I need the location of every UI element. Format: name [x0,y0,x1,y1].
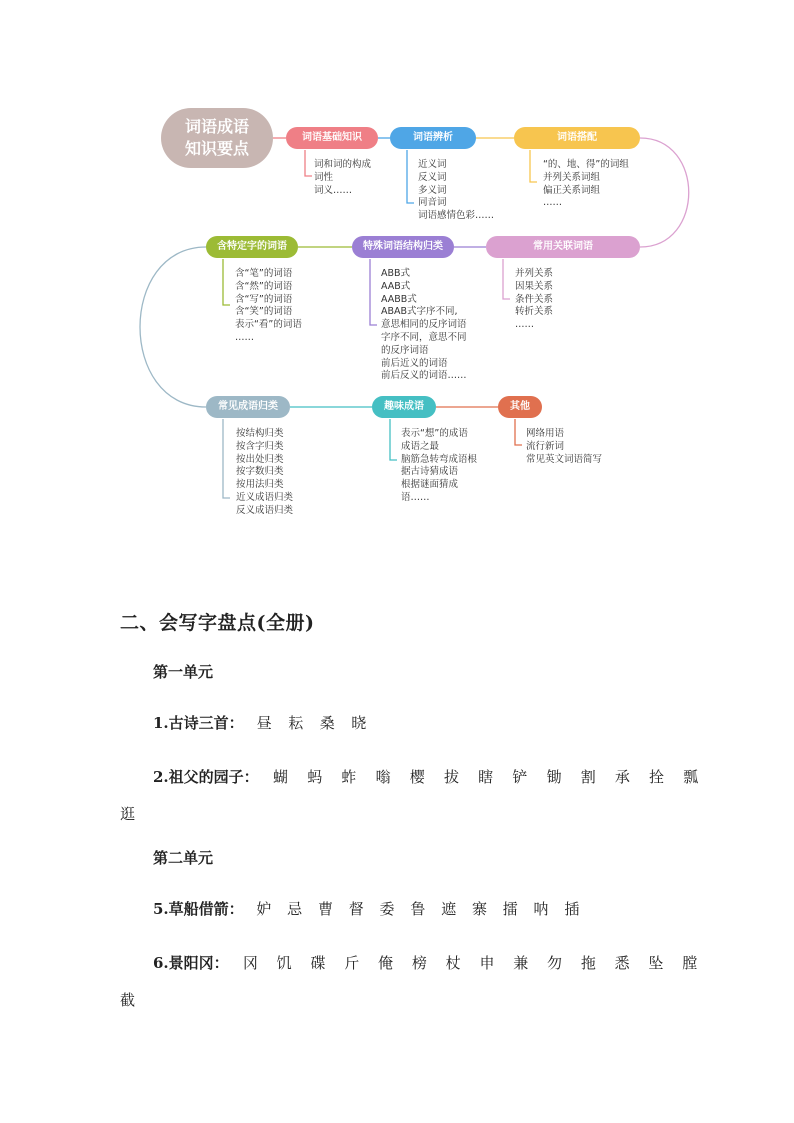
node-items-collocation [543,159,629,210]
list-item: 字序不同，意思不同 [381,331,467,343]
mind-map [0,0,794,560]
character-item: 斤 [344,954,360,972]
list-item: 反义成语归类 [236,504,294,516]
character-item: 俺 [378,954,394,972]
character-item: 榜 [411,954,427,972]
character-item: 督 [348,900,364,918]
character-item: 鲁 [410,900,426,918]
list-item: “的、地、得”的词组 [543,159,629,170]
node-items-idiom-classes [236,428,293,518]
lesson-chars [263,768,707,786]
list-item: ABB式 [381,268,411,279]
list-item: 脑筋急转弯成语根 [401,453,478,465]
character-item: 承 [614,768,630,786]
list-item: 反义词 [418,171,447,183]
node-special-structure: 特殊词语结构归类 [352,236,454,258]
character-item: 插 [564,900,580,918]
character-item: 擂 [502,900,518,918]
list-item: 表示“想”的成语 [401,428,468,439]
list-item: 按字数归类 [236,466,284,478]
character-item: 碟 [310,954,326,972]
lesson-number: 5. [153,900,169,918]
list-item: 按出处归类 [236,453,284,465]
list-item: 成语之最 [401,440,440,452]
lesson-number: 2. [153,768,169,786]
node-specific-character: 含特定字的词语 [206,236,298,258]
character-item: 蚱 [341,768,357,786]
node-items-word-analysis [418,159,494,223]
list-item: 意思相同的反序词语 [381,319,467,331]
list-item: 按用法归类 [236,479,284,491]
list-item: 表示“看”的词语 [235,319,302,331]
character-item: 耘 [288,714,304,732]
character-item: 杖 [445,954,461,972]
list-item: 并列关系词组 [543,171,601,183]
lesson-number: 6. [153,954,169,972]
character-item: 昼 [256,714,272,732]
lesson-wrap-char: 截 [120,991,136,1009]
character-item: 拔 [443,768,459,786]
character-item: 瓢 [683,768,699,786]
list-item: 含“笔”的词语 [235,268,293,279]
list-item: 词义…… [314,184,353,196]
lesson-title: 古诗三首： [168,714,244,732]
node-items-fun-idioms [401,428,477,505]
character-item: 冈 [242,954,258,972]
node-items-basic-knowledge [314,159,371,197]
list-item: ABAB式字序不同, [381,306,458,318]
list-item: …… [235,331,254,343]
character-item: 晓 [351,714,367,732]
character-item: 割 [580,768,596,786]
list-item: 近义成语归类 [236,491,294,503]
character-item: 坠 [648,954,664,972]
character-item: 锄 [546,768,562,786]
list-item: 语…… [401,491,430,503]
node-items-conjunctions [515,268,553,332]
list-item: 的反序词语 [381,344,429,356]
lesson-chars [248,900,587,918]
list-item: 流行新词 [526,440,565,452]
lesson-line [153,898,698,919]
character-item: 铲 [512,768,528,786]
lesson-title: 草船借箭： [168,900,244,918]
character-item: 妒 [256,900,272,918]
node-fun-idioms: 趣味成语 [372,396,436,418]
character-item: 曹 [317,900,333,918]
list-item: 含“写”的词语 [235,293,293,305]
list-item: 词性 [314,171,334,183]
node-collocation: 词语搭配 [514,127,640,149]
character-item: 忌 [287,900,303,918]
node-conjunctions: 常用关联词语 [486,236,640,258]
character-item: 蝴 [273,768,289,786]
list-item: …… [515,319,534,331]
list-item: 因果关系 [515,280,554,292]
center-line-1: 词语成语 [184,117,249,136]
character-item: 桑 [319,714,335,732]
list-item: 常见英文词语简写 [526,453,603,465]
node-idiom-classes: 常见成语归类 [206,396,290,418]
lesson-title: 景阳冈： [168,954,229,972]
lesson-line [153,952,698,973]
lesson-line [153,712,698,733]
node-word-analysis: 词语辨析 [390,127,476,149]
list-item: 网络用语 [526,428,565,439]
list-item: AAB式 [381,280,411,292]
character-item: 呐 [533,900,549,918]
list-item: 多义词 [418,184,447,196]
character-item: 瞎 [478,768,494,786]
lesson-title: 祖父的园子： [168,768,259,786]
character-item: 委 [379,900,395,918]
list-item: 并列关系 [515,268,554,279]
list-item: 据古诗猜成语 [401,466,459,478]
character-item: 拴 [649,768,665,786]
list-item: 词和词的构成 [314,159,372,170]
list-item: …… [543,197,562,209]
list-item: 词语感情色彩…… [418,210,495,222]
lesson-number: 1. [153,714,169,732]
character-item: 寨 [471,900,487,918]
lesson-chars [248,714,374,732]
list-item: 按含字归类 [236,440,284,452]
node-others: 其他 [498,396,542,418]
unit-title-2: 第二单元 [153,849,214,867]
node-items-special-structure [381,268,467,383]
center-line-2: 知识要点 [184,139,249,158]
node-basic-knowledge: 词语基础知识 [286,127,378,149]
character-item: 樱 [409,768,425,786]
list-item: 偏正关系词组 [543,184,601,196]
character-item: 嗡 [375,768,391,786]
list-item: 含“然”的词语 [235,280,293,292]
list-item: AABB式 [381,293,417,305]
list-item: 前后近义的词语 [381,357,448,369]
character-item: 勿 [547,954,563,972]
list-item: 根据谜面猜成 [401,479,459,491]
lesson-line [153,766,698,787]
character-item: 蚂 [307,768,323,786]
character-item: 悉 [614,954,630,972]
list-item: 条件关系 [515,293,554,305]
lesson-wrap-char: 逛 [120,805,136,823]
list-item: 同音词 [418,197,447,209]
character-item: 兼 [513,954,529,972]
list-item: 前后反义的词语…… [381,370,467,382]
node-items-specific-character [235,268,302,345]
list-item: 含“笑”的词语 [235,306,293,318]
character-item: 遮 [441,900,457,918]
section-heading: 二、会写字盘点(全册) [120,612,315,634]
list-item: 近义词 [418,159,447,170]
lesson-chars [233,954,706,972]
node-items-others [526,428,602,466]
character-item: 膛 [682,954,698,972]
character-item: 饥 [276,954,292,972]
unit-title-1: 第一单元 [153,663,214,681]
list-item: 转折关系 [515,306,554,318]
character-item: 拖 [580,954,596,972]
mind-map-center [161,108,273,168]
character-item: 申 [479,954,495,972]
list-item: 按结构归类 [236,428,284,439]
